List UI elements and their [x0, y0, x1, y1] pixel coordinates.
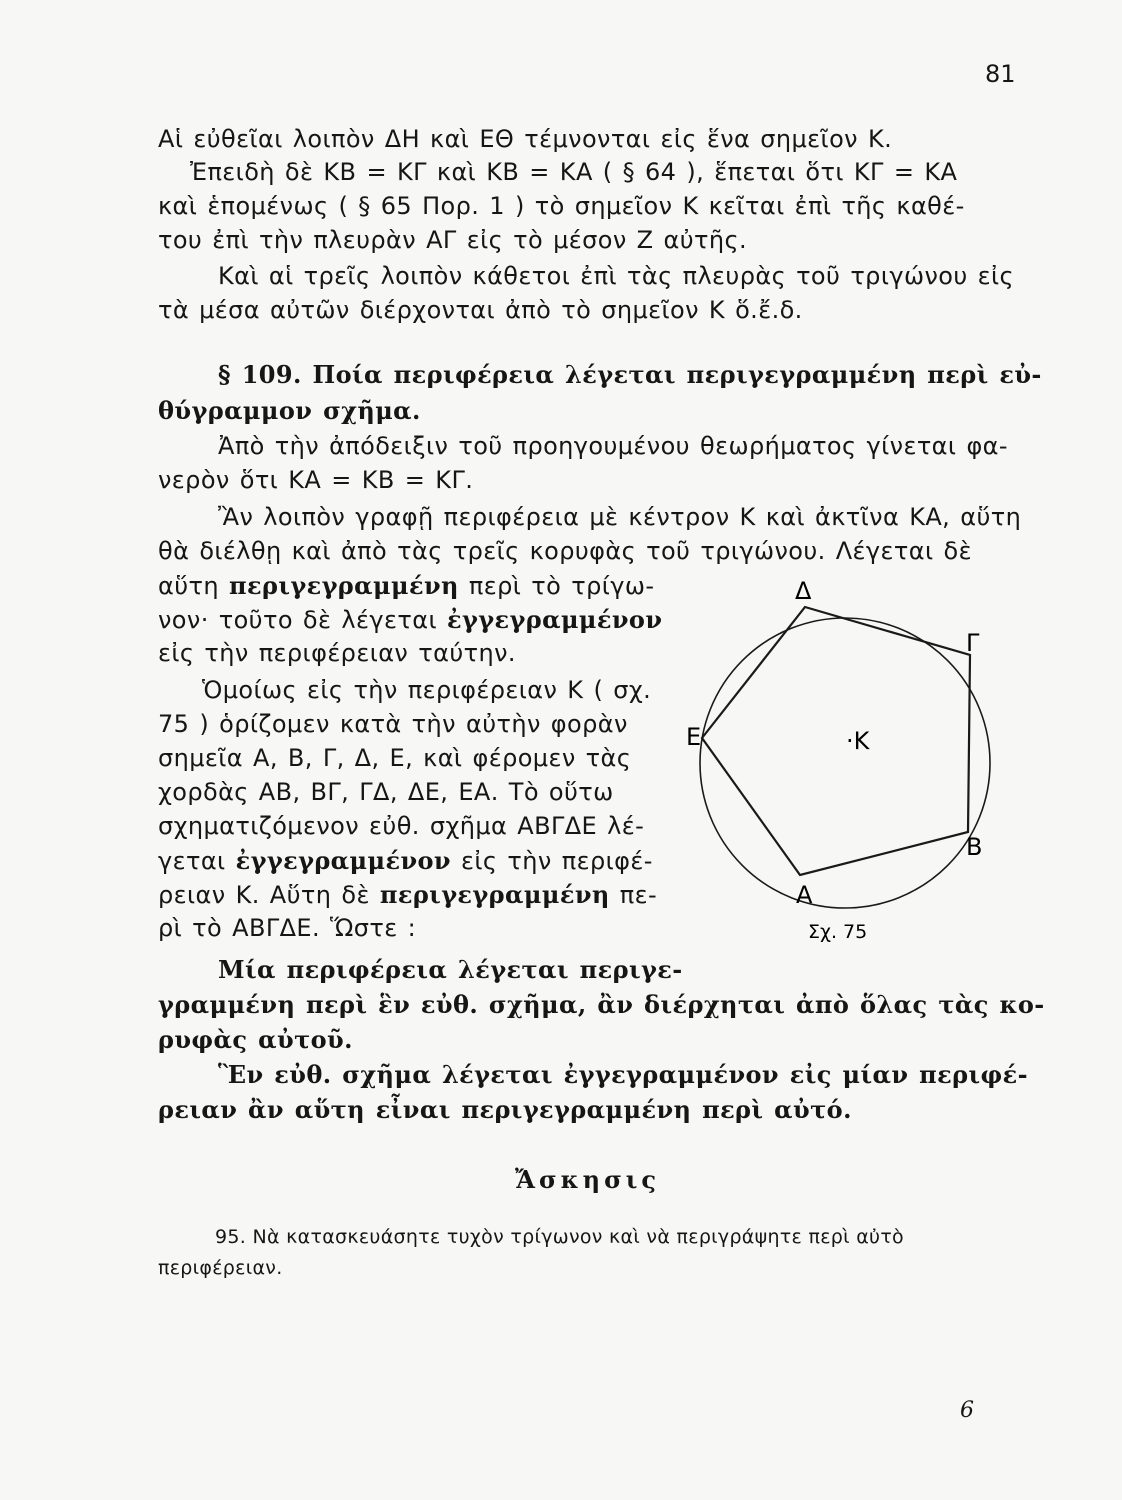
- text-span: εἰς τὴν περιφέ-: [451, 847, 653, 875]
- text-span: αὕτη: [158, 572, 229, 600]
- exercise-line: περιφέρειαν.: [158, 1257, 283, 1279]
- vertex-label-delta: Δ: [795, 577, 812, 605]
- section-title-line: θύγραμμον σχῆμα.: [158, 396, 421, 425]
- exercise-line: 95. Νὰ κατασκευάσητε τυχὸν τρίγωνον καὶ νὰ περιγράψητε περὶ αὐτὸ: [215, 1226, 904, 1248]
- signature-mark: 6: [960, 1398, 974, 1423]
- exercise-heading: Ἄσκησις: [515, 1165, 661, 1194]
- pentagon-abgde: [702, 607, 970, 875]
- text-span: περὶ τὸ τρίγω-: [458, 572, 655, 600]
- definition-line: ρειαν ἂν αὕτη εἶναι περιγεγραμμένη περὶ αὐτό.: [158, 1095, 852, 1124]
- definition-line: Ἓν εὐθ. σχῆμα λέγεται ἐγγεγραμμένον εἰς μίαν περιφέ-: [218, 1060, 1028, 1089]
- text-line: σημεῖα Α, Β, Γ, Δ, Ε, καὶ φέρομεν τὰς: [158, 744, 632, 772]
- text-line: Ἀπὸ τὴν ἀπόδειξιν τοῦ προηγουμένου θεωρήματος γίνεται φα-: [218, 432, 1008, 460]
- center-label-kappa: ·Κ: [846, 727, 870, 755]
- bold-term: ἐγγεγραμμένον: [235, 846, 451, 875]
- text-line: εἰς τὴν περιφέρειαν ταύτην.: [158, 639, 516, 667]
- text-line: Ἂν λοιπὸν γραφῇ περιφέρεια μὲ κέντρον Κ καὶ ἀκτῖνα ΚΑ, αὕτη: [218, 503, 1022, 531]
- text-line: χορδὰς ΑΒ, ΒΓ, ΓΔ, ΔΕ, ΕΑ. Τὸ οὕτω: [158, 778, 614, 806]
- text-line: Ἐπειδὴ δὲ ΚΒ = ΚΓ καὶ ΚΒ = ΚΑ ( § 64 ), ἕπεται ὅτι ΚΓ = ΚΑ: [190, 158, 958, 186]
- text-line: ρὶ τὸ ΑΒΓΔΕ. Ὥστε :: [158, 914, 417, 942]
- text-line: [158, 571, 654, 600]
- text-line: καὶ ἑπομένως ( § 65 Πορ. 1 ) τὸ σημεῖον Κ κεῖται ἐπὶ τῆς καθέ-: [158, 192, 965, 220]
- section-title-line: § 109. Ποία περιφέρεια λέγεται περιγεγραμμένη περὶ εὐ-: [218, 360, 1042, 389]
- text-line: [158, 880, 657, 909]
- text-line: Καὶ αἱ τρεῖς λοιπὸν κάθετοι ἐπὶ τὰς πλευρὰς τοῦ τριγώνου εἰς: [218, 262, 1015, 290]
- definition-line: Μία περιφέρεια λέγεται περιγε-: [218, 955, 683, 984]
- text-line: τὰ μέσα αὐτῶν διέρχονται ἀπὸ τὸ σημεῖον Κ ὅ.ἔ.δ.: [158, 296, 803, 324]
- definition-line: ρυφὰς αὐτοῦ.: [158, 1025, 353, 1054]
- text-line: [158, 846, 653, 875]
- text-line: θὰ διέλθῃ καὶ ἀπὸ τὰς τρεῖς κορυφὰς τοῦ τριγώνου. Λέγεται δὲ: [158, 537, 972, 565]
- text-line: σχηματιζόμενον εὐθ. σχῆμα ΑΒΓΔΕ λέ-: [158, 812, 645, 840]
- vertex-label-beta: Β: [966, 833, 983, 861]
- page-number: 81: [985, 60, 1016, 88]
- vertex-label-gamma: Γ: [966, 629, 980, 657]
- bold-term: περιγεγραμμένη: [379, 880, 610, 909]
- text-span: ρειαν Κ. Αὕτη δὲ: [158, 881, 380, 909]
- text-line: Ὁμοίως εἰς τὴν περιφέρειαν Κ ( σχ.: [202, 676, 652, 704]
- bold-term: ἐγγεγραμμένον: [447, 605, 663, 634]
- vertex-label-epsilon: Ε: [686, 723, 702, 751]
- bold-term: περιγεγραμμένη: [229, 571, 459, 600]
- text-line: νερὸν ὅτι ΚΑ = ΚΒ = ΚΓ.: [158, 466, 474, 494]
- definition-line: γραμμένη περὶ ἓν εὐθ. σχῆμα, ἂν διέρχηται ἀπὸ ὅλας τὰς κο-: [158, 990, 1045, 1019]
- text-span: νον· τοῦτο δὲ λέγεται: [158, 606, 447, 634]
- text-span: γεται: [158, 847, 236, 875]
- text-line: του ἐπὶ τὴν πλευρὰν ΑΓ εἰς τὸ μέσον Ζ αὐτῆς.: [158, 226, 748, 254]
- text-span: πε-: [609, 881, 658, 909]
- figure-caption: Σχ. 75: [808, 921, 868, 943]
- text-line: 75 ) ὁρίζομεν κατὰ τὴν αὐτὴν φορὰν: [158, 710, 628, 738]
- text-line: [158, 605, 662, 634]
- text-line: Αἱ εὐθεῖαι λοιπὸν ΔΗ καὶ ΕΘ τέμνονται εἰς ἕνα σημεῖον Κ.: [158, 125, 893, 153]
- vertex-label-alpha: Α: [796, 881, 813, 909]
- figure-75-inscribed-pentagon: [680, 575, 1020, 955]
